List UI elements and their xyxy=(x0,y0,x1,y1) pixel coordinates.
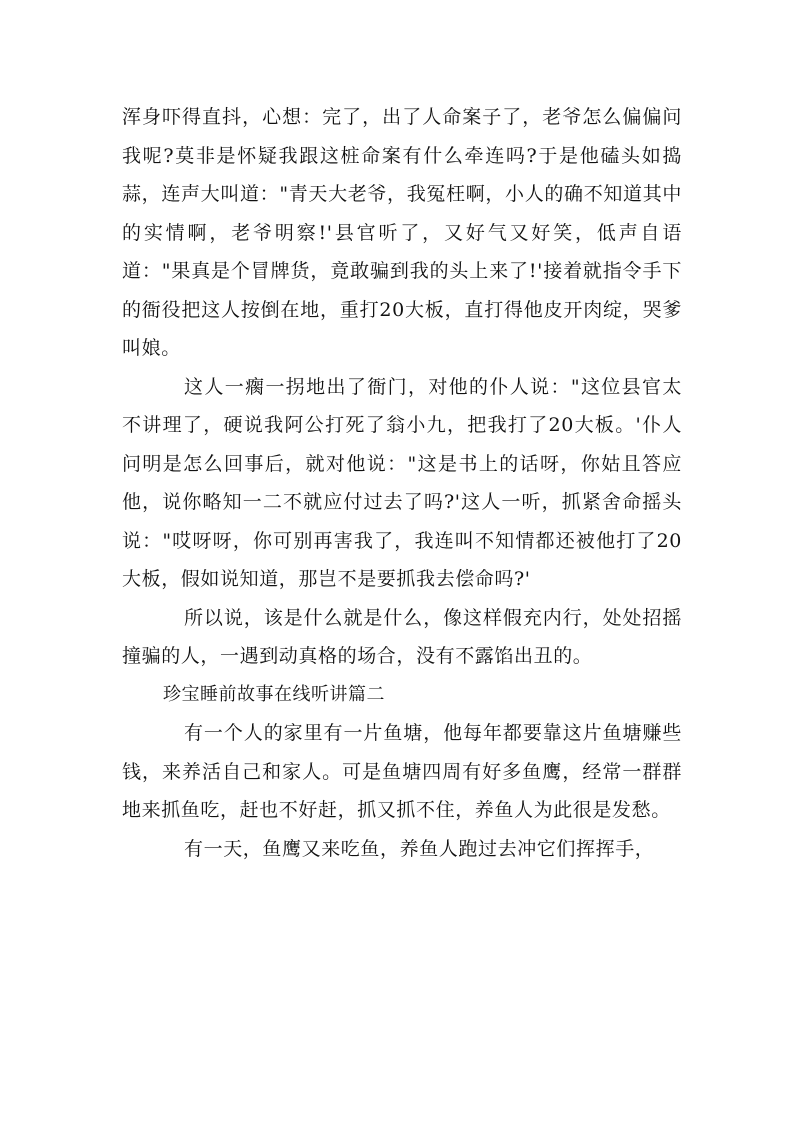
paragraph-cormorants: 有一天，鱼鹰又来吃鱼，养鱼人跑过去冲它们挥挥手， xyxy=(184,837,655,860)
paragraph-servant-dialogue: 这人一瘸一拐地出了衙门，对他的仆人说："这位县官太不讲理了，硬说我阿公打死了翁小九，把我打了20大板。'仆人问明是怎么回事后，就对他说："这是书上的话呀，你姑且答应他，说你略知一二不就应付过去了吗?'这人一听，抓紧舍命摇头说："哎呀呀，你可别再害我了，我连叫不知情都还被他打了20大板，假如说知道，那岂不是要抓我去偿命吗?' xyxy=(122,375,682,590)
section-heading: 珍宝睡前故事在线听讲篇二 xyxy=(163,683,385,705)
paragraph-continuation: 浑身吓得直抖，心想：完了，出了人命案子了，老爷怎么偏偏问我呢?莫非是怀疑我跟这桩命案有什么牵连吗?于是他磕头如捣蒜，连声大叫道："青天大老爷，我冤枉啊，小人的确不知道其中的实情啊，老爷明察!'县官听了，又好气又好笑，低声自语道："果真是个冒牌货，竟敢骗到我的头上来了!'接着就指令手下的衙役把这人按倒在地，重打20大板，直打得他皮开肉绽，哭爹叫娘。 xyxy=(122,106,682,359)
paragraph-moral: 所以说，该是什么就是什么，像这样假充内行，处处招摇撞骗的人，一遇到动真格的场合，没有不露馅出丑的。 xyxy=(122,606,682,667)
paragraph-fish-pond: 有一个人的家里有一片鱼塘，他每年都要靠这片鱼塘赚些钱，来养活自己和家人。可是鱼塘四周有好多鱼鹰，经常一群群地来抓鱼吃，赶也不好赶，抓又抓不住，养鱼人为此很是发愁。 xyxy=(122,722,682,821)
document-body xyxy=(122,98,682,868)
